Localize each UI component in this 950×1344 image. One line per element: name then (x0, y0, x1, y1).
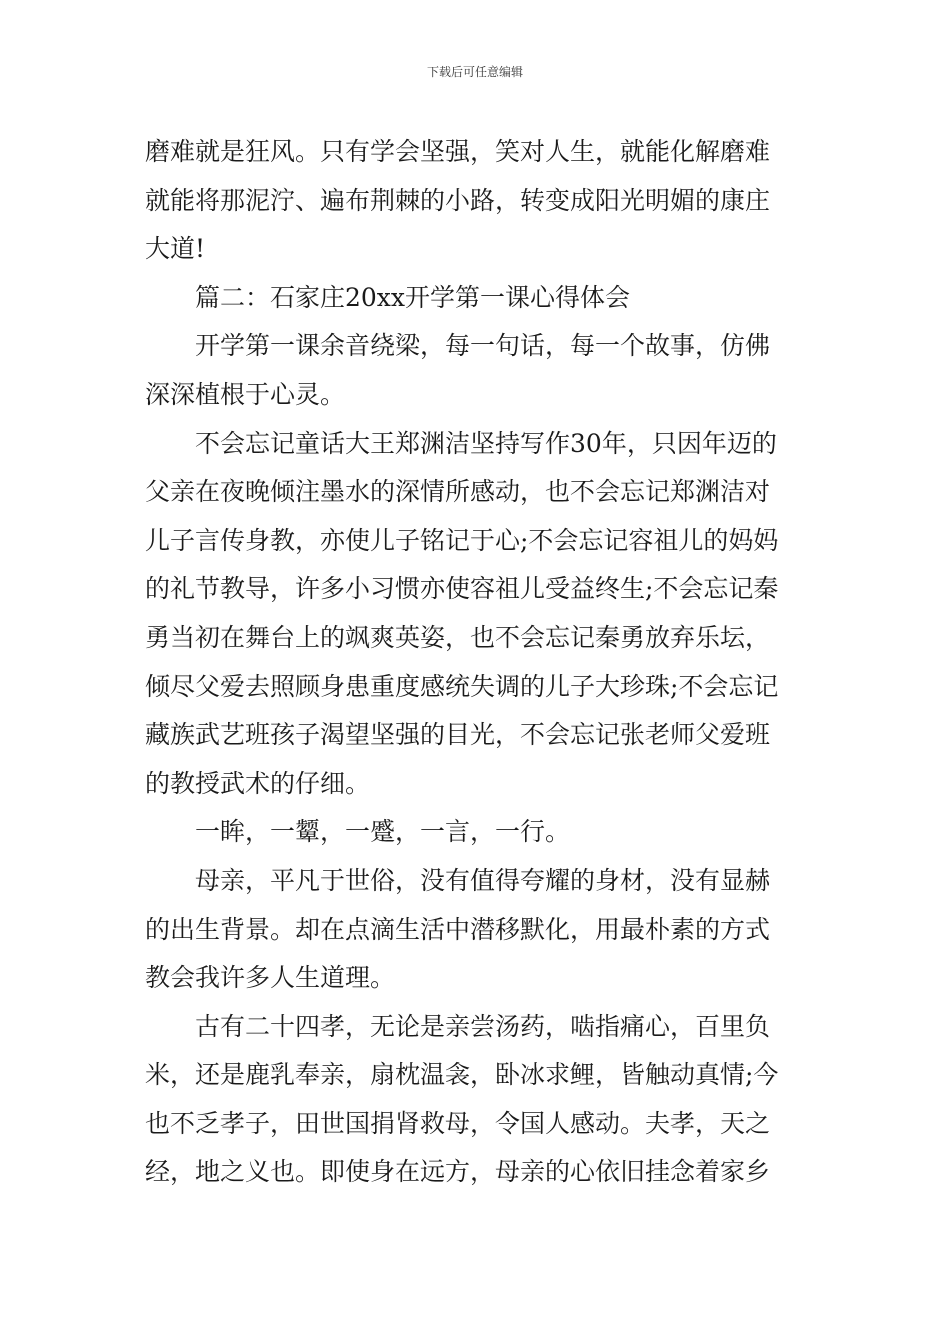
text-line: 的教授武术的仔细。 (145, 768, 371, 798)
paragraph (145, 808, 810, 857)
paragraph (145, 420, 810, 809)
page-header: 下载后可任意编辑 (426, 65, 523, 79)
text-line: 勇当初在舞台上的飒爽英姿，也不会忘记秦勇放弃乐坛， (145, 622, 771, 652)
text-line: 篇二：石家庄20xx开学第一课心得体会 (195, 282, 631, 312)
text-line: 藏族武艺班孩子渴望坚强的目光，不会忘记张老师父爱班 (145, 720, 771, 750)
text-line: 的礼节教导，许多小习惯亦使容祖儿受益终生;不会忘记秦 (145, 574, 779, 604)
text-line: 母亲，平凡于世俗，没有值得夸耀的身材，没有显赫 (195, 865, 771, 895)
text-line: 一眸，一颦，一蹙，一言，一行。 (195, 817, 571, 847)
text-line: 开学第一课余音绕梁，每一句话，每一个故事，仿佛 (195, 331, 771, 361)
paragraph (145, 128, 810, 274)
text-line: 教会我许多人生道理。 (145, 963, 396, 993)
text-line: 深深植根于心灵。 (145, 379, 346, 409)
text-line: 的出生背景。却在点滴生活中潜移默化，用最朴素的方式 (145, 914, 771, 944)
section-heading (145, 274, 810, 323)
text-line: 磨难就是狂风。只有学会坚强，笑对人生，就能化解磨难 (145, 137, 771, 166)
text-line: 倾尽父爱去照顾身患重度感统失调的儿子大珍珠;不会忘记 (145, 671, 779, 701)
paragraph (145, 322, 810, 419)
text-line: 经，地之义也。即使身在远方，母亲的心依旧挂念着家乡 (145, 1157, 771, 1187)
text-line: 也不乏孝子，田世国捐肾救母，令国人感动。夫孝，天之 (145, 1108, 771, 1138)
document-body (145, 128, 810, 1197)
text-line: 就能将那泥泞、遍布荆棘的小路，转变成阳光明媚的康庄 (145, 185, 771, 215)
text-line: 父亲在夜晚倾注墨水的深情所感动，也不会忘记郑渊洁对 (145, 477, 771, 507)
text-line: 儿子言传身教，亦使儿子铭记于心;不会忘记容祖儿的妈妈 (145, 525, 779, 555)
paragraph (145, 857, 810, 1003)
paragraph (145, 1003, 810, 1197)
text-line: 不会忘记童话大王郑渊洁坚持写作30年，只因年迈的 (195, 428, 777, 458)
text-line: 大道! (145, 234, 206, 264)
text-line: 古有二十四孝，无论是亲尝汤药，啮指痛心，百里负 (195, 1011, 771, 1041)
text-line: 米，还是鹿乳奉亲，扇枕温衾，卧冰求鲤，皆触动真情;今 (145, 1060, 779, 1090)
